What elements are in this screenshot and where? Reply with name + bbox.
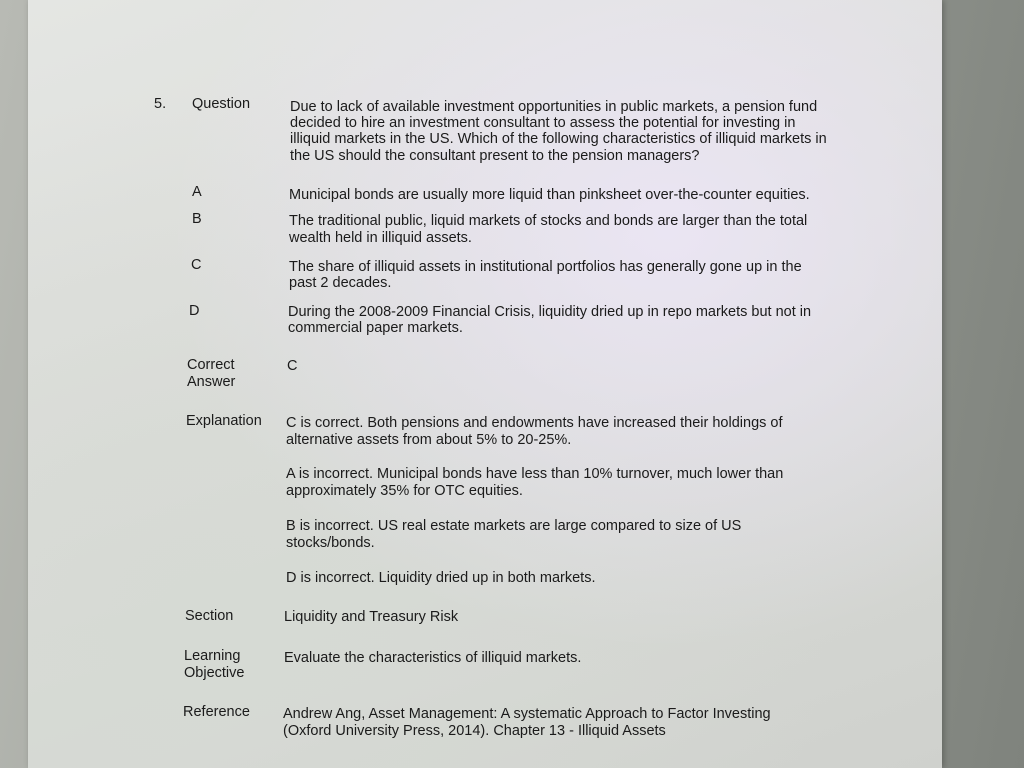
option-d-text: During the 2008-2009 Financial Crisis, liquidity dried up in repo markets but not in bbox=[288, 304, 812, 320]
learning-objective-label: Learning bbox=[184, 648, 241, 664]
option-letter-b: B bbox=[192, 211, 202, 227]
explanation-line: D is incorrect. Liquidity dried up in both markets. bbox=[286, 570, 596, 586]
reference-line: Andrew Ang, Asset Management: A systematic Approach to Factor Investing bbox=[283, 706, 771, 722]
explanation-line: alternative assets from about 5% to 20-25%. bbox=[286, 432, 572, 448]
reference-label: Reference bbox=[183, 704, 250, 720]
question-label: Question bbox=[192, 96, 251, 112]
option-d-text: commercial paper markets. bbox=[288, 320, 463, 336]
question-number: 5. bbox=[154, 96, 167, 112]
option-c-text: The share of illiquid assets in institutional portfolios has generally gone up in the bbox=[289, 259, 802, 275]
question-text-line: decided to hire an investment consultant to assess the potential for investing in bbox=[290, 115, 796, 131]
section-label: Section bbox=[185, 608, 234, 624]
option-b-text: The traditional public, liquid markets of stocks and bonds are larger than the total bbox=[289, 213, 808, 229]
option-letter-a: A bbox=[192, 184, 202, 200]
learning-objective-value: Evaluate the characteristics of illiquid markets. bbox=[284, 650, 582, 666]
learning-objective-label: Objective bbox=[184, 665, 245, 681]
correct-answer-label: Answer bbox=[187, 374, 236, 390]
option-b-text: wealth held in illiquid assets. bbox=[289, 230, 472, 246]
section-value: Liquidity and Treasury Risk bbox=[284, 609, 459, 625]
question-text-line: the US should the consultant present to the pension managers? bbox=[290, 148, 700, 164]
explanation-line: C is correct. Both pensions and endowments have increased their holdings of bbox=[286, 415, 783, 431]
option-letter-d: D bbox=[189, 303, 200, 319]
explanation-line: approximately 35% for OTC equities. bbox=[286, 483, 523, 499]
option-letter-c: C bbox=[191, 257, 202, 273]
explanation-line: A is incorrect. Municipal bonds have less than 10% turnover, much lower than bbox=[286, 466, 784, 482]
option-c-text: past 2 decades. bbox=[289, 275, 392, 291]
explanation-line: stocks/bonds. bbox=[286, 535, 375, 551]
question-text-line: illiquid markets in the US. Which of the following characteristics of illiquid markets in bbox=[290, 131, 827, 147]
explanation-label: Explanation bbox=[186, 413, 262, 429]
option-a-text: Municipal bonds are usually more liquid than pinksheet over-the-counter equities. bbox=[289, 187, 810, 203]
correct-answer-value: C bbox=[287, 358, 298, 374]
printed-page bbox=[28, 0, 942, 768]
correct-answer-label: Correct bbox=[187, 357, 235, 373]
explanation-line: B is incorrect. US real estate markets are large compared to size of US bbox=[286, 518, 742, 534]
question-text-line: Due to lack of available investment opportunities in public markets, a pension fund bbox=[290, 99, 818, 115]
reference-line: (Oxford University Press, 2014). Chapter 13 - Illiquid Assets bbox=[283, 723, 666, 739]
